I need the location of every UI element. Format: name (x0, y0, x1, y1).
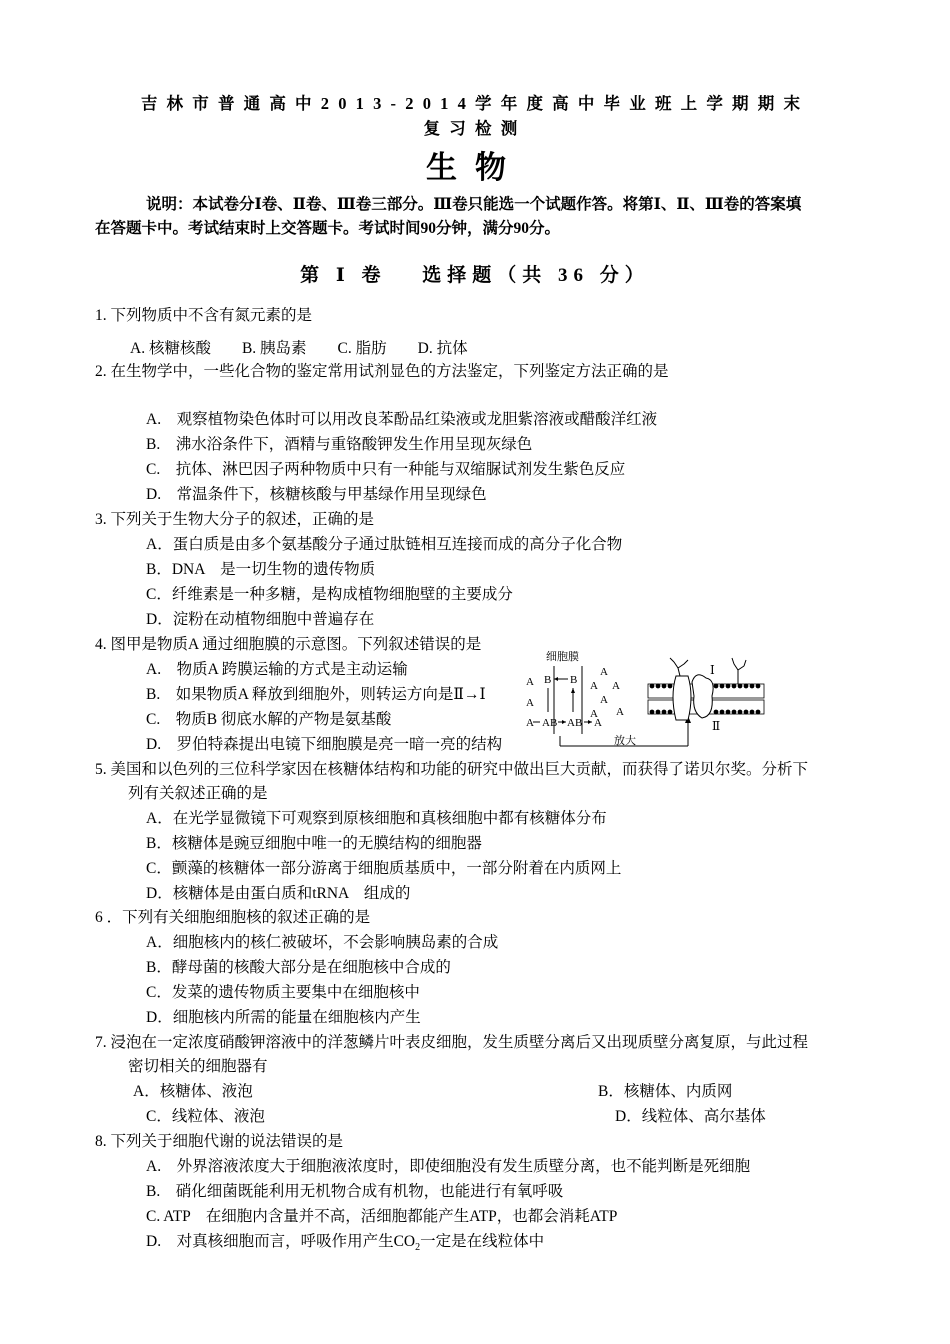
question-5-stem-cont: 列有关叙述正确的是 (128, 785, 268, 802)
label-a-5: A (600, 666, 608, 678)
question-6-option-c: C．发菜的遗传物质主要集中在细胞核中 (146, 984, 420, 1001)
question-4-option-c: C. 物质B 彻底水解的产物是氨基酸 (146, 711, 392, 728)
label-ab-1: AB (542, 717, 558, 729)
label-a-9: A (590, 708, 598, 720)
question-8-stem: 8. 下列关于细胞代谢的说法错误的是 (95, 1133, 344, 1150)
label-a-4: A (594, 717, 602, 729)
question-5-option-c: C．颤藻的核糖体一部分游离于细胞质基质中，一部分附着在内质网上 (146, 860, 622, 877)
question-8-option-a: A. 外界溶液浓度大于细胞液浓度时，即使细胞没有发生质壁分离，也不能判断是死细胞 (146, 1158, 751, 1175)
question-1-options: A. 核糖核酸 B. 胰岛素 C. 脂肪 D. 抗体 (130, 340, 468, 357)
question-2-stem: 2. 在生物学中，一些化合物的鉴定常用试剂显色的方法鉴定，下列鉴定方法正确的是 (95, 363, 669, 380)
label-b-2: B (570, 674, 578, 686)
question-5-option-b: B．核糖体是豌豆细胞中唯一的无膜结构的细胞器 (146, 835, 482, 852)
question-6-option-a: A．细胞核内的核仁被破坏，不会影响胰岛素的合成 (146, 934, 499, 951)
label-ab-2: AB (567, 717, 583, 729)
question-6-option-b: B．酵母菌的核酸大部分是在细胞核中合成的 (146, 959, 451, 976)
section-title: 第 Ⅰ 卷 选择题（共 36 分） (300, 265, 650, 286)
label-a-8: A (600, 694, 608, 706)
question-3-option-c: C．纤维素是一种多糖，是构成植物细胞壁的主要成分 (146, 586, 513, 603)
question-6-option-d: D．细胞核内所需的能量在细胞核内产生 (146, 1009, 421, 1026)
question-8-option-b: B. 硝化细菌既能利用无机物合成有机物，也能进行有氧呼吸 (146, 1183, 564, 1200)
question-5-option-d: D．核糖体是由蛋白质和tRNA 组成的 (146, 885, 411, 902)
co2-subscript: 2 (415, 1242, 421, 1254)
question-4-option-a: A. 物质A 跨膜运输的方式是主动运输 (146, 661, 408, 678)
label-b-1: B (544, 674, 552, 686)
question-2-option-d: D. 常温条件下，核糖核酸与甲基绿作用呈现绿色 (146, 486, 487, 503)
question-8-option-c: C. ATP 在细胞内含量并不高，活细胞都能产生ATP，也都会消耗ATP (146, 1208, 618, 1225)
question-4-option-d: D. 罗伯特森提出电镜下细胞膜是亮一暗一亮的结构 (146, 736, 503, 753)
question-3-stem: 3. 下列关于生物大分子的叙述，正确的是 (95, 511, 375, 528)
question-7-option-a: A．核糖体、液泡 (133, 1083, 253, 1100)
membrane-transport-figure (520, 646, 770, 756)
magnify-label: 放大 (614, 735, 636, 747)
lipid-bilayer (648, 658, 764, 720)
question-4-option-b: B. 如果物质A 释放到细胞外，则转运方向是Ⅱ→Ⅰ (146, 686, 486, 703)
question-8-option-d (146, 1232, 544, 1258)
label-a-3: A (526, 717, 534, 729)
question-5-option-a: A．在光学显微镜下可观察到原核细胞和真核细胞中都有核糖体分布 (146, 810, 607, 827)
question-2-option-c: C. 抗体、淋巴因子两种物质中只有一种能与双缩脲试剂发生紫色反应 (146, 461, 626, 478)
question-7-stem-cont: 密切相关的细胞器有 (128, 1058, 268, 1075)
label-a-6: A (590, 680, 598, 692)
membrane-label: 细胞膜 (546, 651, 579, 663)
question-5-stem: 5. 美国和以色列的三位科学家因在核糖体结构和功能的研究中做出巨大贡献，而获得了诺贝尔奖。分析下 (95, 761, 809, 778)
question-7-stem: 7. 浸泡在一定浓度硝酸钾溶液中的洋葱鳞片叶表皮细胞，发生质壁分离后又出现质壁分离复原，与此过程 (95, 1034, 809, 1051)
question-2-option-b: B. 沸水浴条件下，酒精与重铬酸钾发生作用呈现灰绿色 (146, 436, 533, 453)
question-2-option-a: A. 观察植物染色体时可以用改良苯酚品红染液或龙胆紫溶液或醋酸洋红液 (146, 411, 658, 428)
label-a-7: A (612, 680, 620, 692)
question-7-option-d: D．线粒体、高尔基体 (615, 1108, 766, 1125)
label-side-ii: Ⅱ (712, 719, 721, 733)
instructions-line2: 在答题卡中。考试结束时上交答题卡。考试时间90分钟，满分90分。 (95, 220, 561, 237)
exam-title: 吉林市普通高中2013-2014学年度高中毕业班上学期期末 (140, 94, 810, 113)
instructions-line1: 说明：本试卷分Ⅰ卷、Ⅱ卷、Ⅲ卷三部分。Ⅲ卷只能选一个试题作答。将第Ⅰ、Ⅱ、Ⅲ卷的答案填 (146, 196, 802, 213)
question-4-stem: 4. 图甲是物质A 通过细胞膜的示意图。下列叙述错误的是 (95, 636, 482, 653)
question-8-option-d-prefix: D. 对真核细胞而言，呼吸作用产生CO (146, 1233, 416, 1250)
question-7-option-b: B．核糖体、内质网 (598, 1083, 733, 1100)
label-a-10: A (616, 706, 624, 718)
question-3-option-a: A．蛋白质是由多个氨基酸分子通过肽链相互连接而成的高分子化合物 (146, 536, 623, 553)
question-6-stem: 6 ．下列有关细胞细胞核的叙述正确的是 (95, 909, 371, 926)
question-7-option-c: C．线粒体、液泡 (146, 1108, 265, 1125)
label-a-2: A (526, 697, 534, 709)
question-3-option-b: B．DNA 是一切生物的遗传物质 (146, 561, 376, 578)
exam-title-line2: 复习检测 (423, 119, 527, 138)
question-1-stem: 1. 下列物质中不含有氮元素的是 (95, 307, 313, 324)
subject-title: 生物 (426, 150, 524, 185)
question-3-option-d: D．淀粉在动植物细胞中普遍存在 (146, 611, 375, 628)
label-side-i: Ⅰ (710, 663, 715, 677)
label-a-1: A (526, 676, 534, 688)
question-8-option-d-suffix: 一定是在线粒体中 (420, 1233, 545, 1250)
